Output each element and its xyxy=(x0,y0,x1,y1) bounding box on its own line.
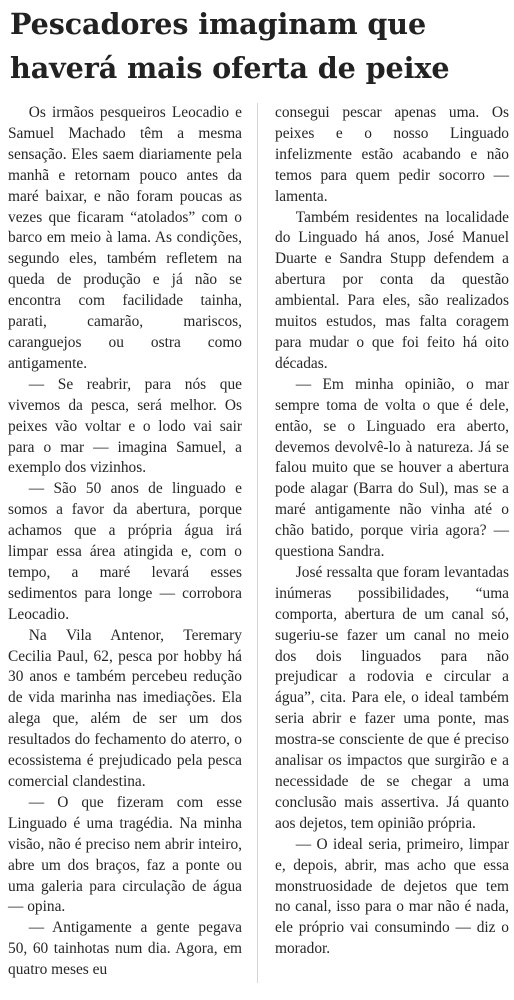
right-column xyxy=(275,103,509,960)
paragraph-quote-morador: — O ideal seria, primeiro, limpar e, depois, abrir, mas acho que essa monstruosidade de dejetos que tem no canal, isso para o mar não é nada, ele próprio vai consumindo — diz o morador. xyxy=(275,835,509,958)
paragraph-continuation: consegui pescar apenas uma. Os peixes e o nosso Linguado infelizmente estão acabando e não temos para quem pedir socorro — lamenta. xyxy=(275,104,509,205)
paragraph-quote-tainhotas: — Antigamente a gente pegava 50, 60 tainhotas num dia. Agora, em quatro meses eu xyxy=(8,919,242,979)
paragraph-residentes: Também residentes na localidade do Linguado há anos, José Manuel Duarte e Sandra Stupp defendem a abertura por conta da questão ambiental. Para eles, são realizados muitos estudos, mas falta coragem para mudar o que foi feito há oito décadas. xyxy=(275,208,509,372)
paragraph-quote-sandra: — Em minha opinião, o mar sempre toma de volta o que é dele, então, se o Linguado era aberto, devemos devolvê-lo à natureza. Já se falou muito que se houver a abertura pode alagar (Barra do Sul), mas se a maré antigamente não vinha até o chão batido, porque viria agora? — questiona Sandra. xyxy=(275,375,509,561)
paragraph-irmaos-machado: Os irmãos pesqueiros Leocadio e Samuel Machado têm a mesma sensação. Eles saem diariamente pela manhã e retornam pouco antes da maré baixar, e não foram poucas as vezes que ficaram “atolados” com o barco em meio à lama. As condições, segundo eles, também refletem na queda de produção e já não se encontra com facilidade tainha, parati, camarão, mariscos, caranguejos ou ostra como antigamente. xyxy=(8,104,242,372)
paragraph-quote-teremary: — O que fizeram com esse Linguado é uma tragédia. Na minha visão, não é preciso nem abrir inteiro, abre um dos braços, faz a ponte ou uma galeria para circulação de água — opina. xyxy=(8,793,242,916)
paragraph-jose-possibilidades: José ressalta que foram levantadas inúmeras possibilidades, “uma comporta, abertura de um canal só, sugeriu-se fazer um canal no meio dos dois linguados para não prejudicar a rodovia e circular a água”, cita. Para ele, o ideal também seria abrir e fazer uma ponte, mas mostra-se consciente de que é preciso analisar os impactos que surgirão e a necessidade de se chegar a uma conclusão mais assertiva. Já quanto aos dejetos, tem opinião própria. xyxy=(275,563,509,832)
column-divider xyxy=(257,103,258,983)
paragraph-quote-leocadio: — São 50 anos de linguado e somos a favor da abertura, porque achamos que a própria água irá limpar essa área atingida e, com o tempo, a maré levará esses sedimentos para longe — corrobora Leocadio. xyxy=(8,480,242,623)
paragraph-vila-antenor: Na Vila Antenor, Teremary Cecilia Paul, 62, pesca por hobby há 30 anos e também percebeu redução de vida marinha nas imediações. Ela alega que, além de ser um dos resultados do fechamento do aterro, o ecossistema é prejudicado pela pesca comercial clandestina. xyxy=(8,626,242,790)
headline-line-2: haverá mais oferta de peixe xyxy=(10,51,450,85)
left-column xyxy=(8,103,242,981)
article-headline xyxy=(10,2,506,90)
paragraph-quote-samuel: — Se reabrir, para nós que vivemos da pesca, será melhor. Os peixes vão voltar e o lodo vai sair para o mar — imagina Samuel, a exemplo dos vizinhos. xyxy=(8,375,242,477)
headline-line-1: Pescadores imaginam que xyxy=(10,7,427,41)
